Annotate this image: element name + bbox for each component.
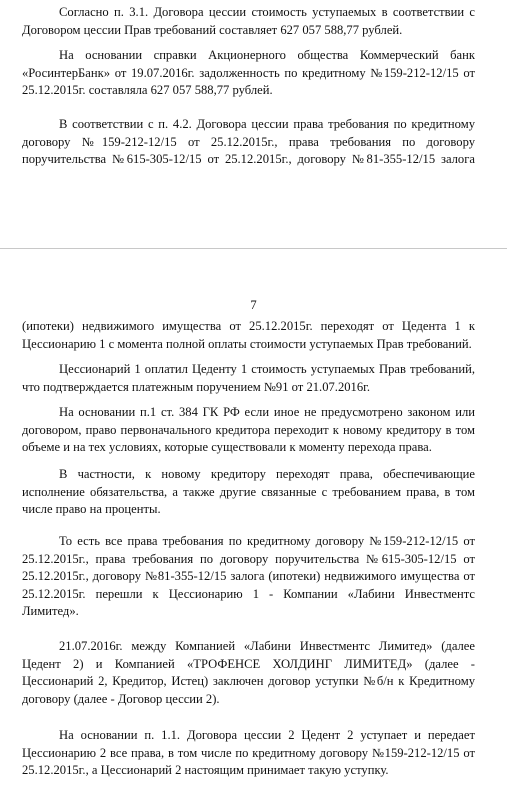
paragraph: На основании справки Акционерного общества Коммерческий банк «РосинтерБанк» от 19.07.2016г. задолженность по кредитному №159-212-12/15 от 25.12.2015г. составляла 627 057 588,77 рублей. — [22, 48, 475, 97]
paragraph: Согласно п. 3.1. Договора цессии стоимость уступаемых в соответствии с Договором цессии Прав требований составляет 627 057 588,77 рублей. — [22, 5, 475, 37]
paragraph: На основании п. 1.1. Договора цессии 2 Цедент 2 уступает и передает Цессионарию 2 все права, в том числе по кредитному договору №159-212-12/15 от 25.12.2015г., а Цессионарий 2 настоящим принимает такую уступку. — [22, 728, 475, 777]
paragraph: 21.07.2016г. между Компанией «Лабини Инвестментс Лимитед» (далее Цедент 2) и Компанией «ТРОФЕНСЕ ХОЛДИНГ ЛИМИТЕД» (далее - Цессионарий 2, Кредитор, Истец) заключен договор уступки №б/н к Кредитному договору (далее - Договор цессии 2). — [22, 639, 475, 706]
paragraph: На основании п.1 ст. 384 ГК РФ если иное не предусмотрено законом или договором, право первоначального кредитора переходит к новому кредитору в том объеме и на тех условиях, которые существовали к моменту перехода права. — [22, 405, 475, 454]
paragraph: В соответствии с п. 4.2. Договора цессии права требования по кредитному договору №159-212-12/15 от 25.12.2015г., права требования по договору поручительства №615-305-12/15 от 25.12.2015г., договору №81-355-12/15 залога — [22, 117, 475, 166]
paragraph: (ипотеки) недвижимого имущества от 25.12.2015г. переходят от Цедента 1 к Цессионарию 1 с момента полной оплаты стоимости уступаемых Прав требований. — [22, 319, 475, 351]
paragraph: В частности, к новому кредитору переходят права, обеспечивающие исполнение обязательства, а также другие связанные с требованием права, в том числе право на проценты. — [22, 467, 475, 516]
page-break — [0, 248, 507, 268]
page-number: 7 — [250, 298, 257, 312]
paragraph: Цессионарий 1 оплатил Цеденту 1 стоимость уступаемых Прав требований, что подтверждается платежным поручением №91 от 21.07.2016г. — [22, 362, 475, 394]
document-page-top — [0, 0, 507, 248]
paragraph: То есть все права требования по кредитному договору №159-212-12/15 от 25.12.2015г., права требования по договору поручительства №615-305-12/15 от 25.12.2015г., договору №81-355-12/15 залога (ипотеки) недвижимого имущества от 25.12.2015г. перешли к Цессионарию 1 - Компании «Лабини Инвестментс Лимитед». — [22, 534, 475, 618]
